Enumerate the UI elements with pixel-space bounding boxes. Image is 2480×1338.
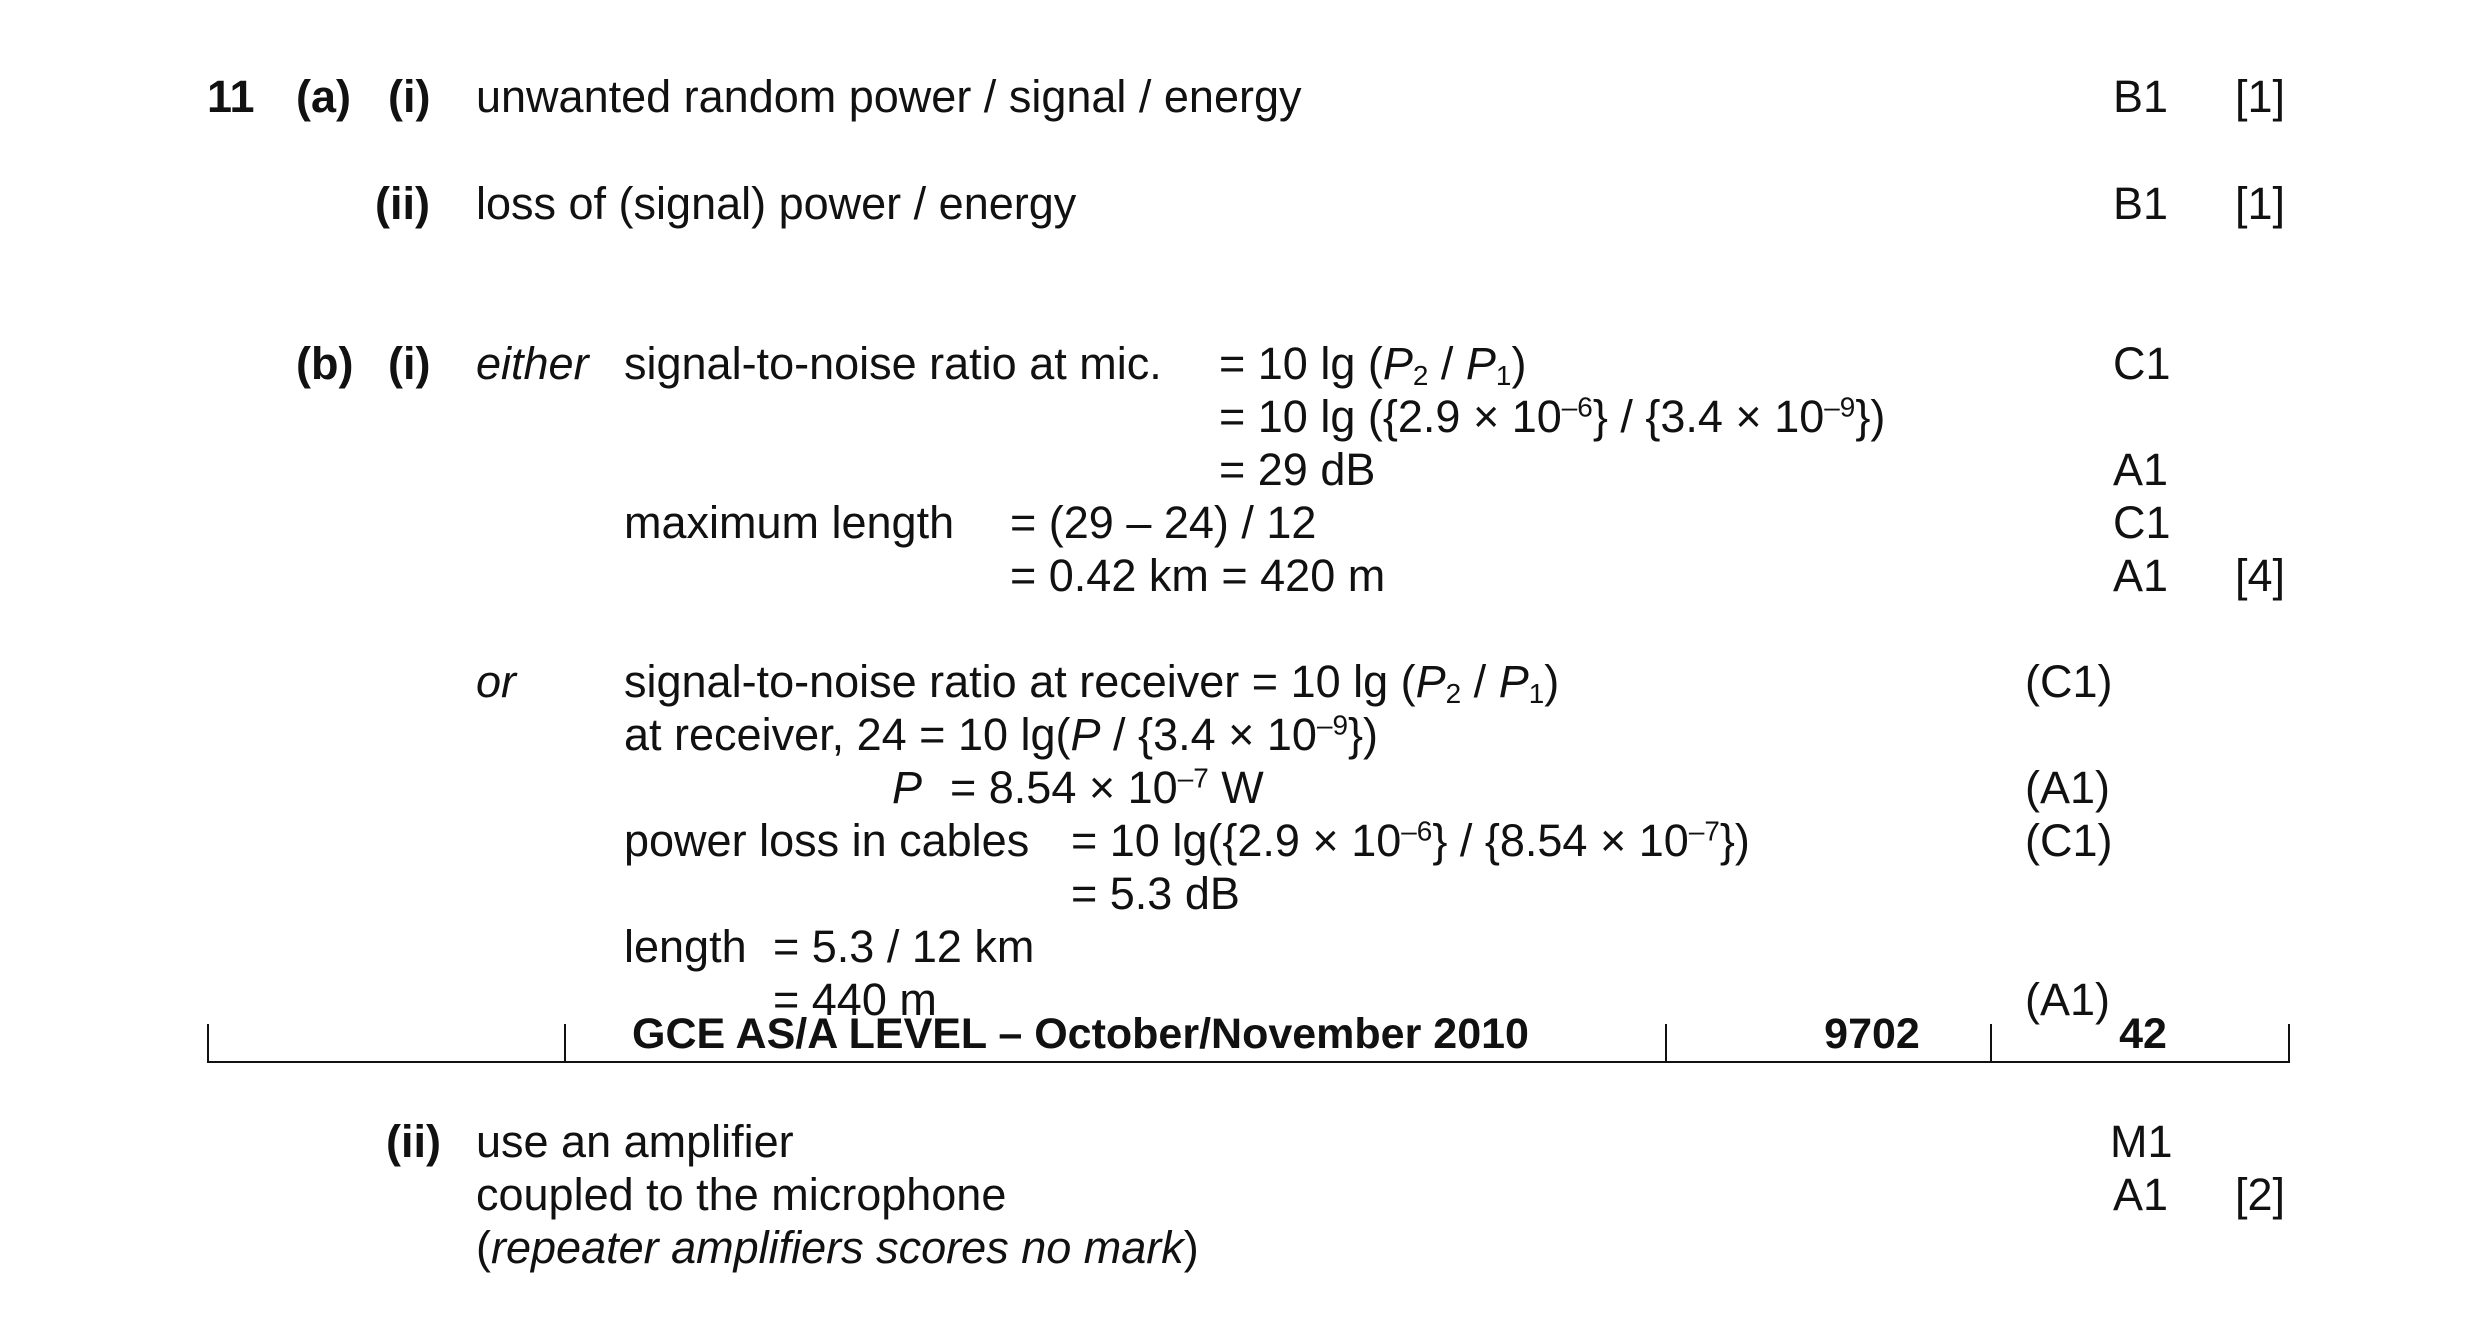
max-length-result-mark: A1: [2113, 550, 2169, 601]
or-label: or: [476, 656, 517, 707]
snr-mic-mark: C1: [2113, 338, 2171, 389]
length-equation: = 5.3 / 12 km: [773, 921, 1035, 972]
length-result: = 440 m: [773, 974, 937, 1025]
part-a-i-label: (i): [388, 71, 431, 122]
part-a-ii-total: [1]: [2235, 178, 2286, 229]
max-length-label: maximum length: [624, 497, 955, 548]
part-a-i-total: [1]: [2235, 71, 2286, 122]
max-length-equation: = (29 – 24) / 12: [1010, 497, 1317, 548]
part-a-ii-label: (ii): [375, 178, 430, 229]
max-length-result: = 0.42 km = 420 m: [1010, 550, 1386, 601]
part-b-i-total: [4]: [2235, 550, 2286, 601]
power-loss-equation: = 10 $\lg(\{2.9 \times 10^{-6}\} / \{8.54 \times 10^{-7}\})$: [1071, 815, 1750, 866]
footer-divider: [1665, 1024, 1667, 1063]
footer-paper: 42: [2119, 1010, 2167, 1058]
power-loss-result: = 5.3 dB: [1071, 868, 1240, 919]
power-loss-mark: (C1): [2025, 815, 2113, 866]
part-a-label: (a): [296, 71, 351, 122]
snr-mic-label: signal-to-noise ratio at mic.: [624, 338, 1162, 389]
part-b-i-label: (i): [388, 338, 431, 389]
footer-divider: [207, 1024, 209, 1063]
snr-mic-substitution: = 10 $\lg (\{2.9 \times 10^{-6}\} / \{3.4 \times 10^{-9}\})$: [1219, 391, 1886, 442]
power-result-mark: (A1): [2025, 762, 2111, 813]
footer-divider: [564, 1024, 566, 1063]
footer-bottom-rule: [207, 1061, 2290, 1063]
receiver-equation: at receiver, 24 = 10 $\lg(P / \{3.4 \times 10^{-9}\})$: [624, 709, 1379, 760]
footer-exam: GCE AS/A LEVEL – October/November 2010: [632, 1010, 1529, 1058]
part-b-ii-line2: coupled to the microphone: [476, 1169, 1007, 1220]
power-symbol: P: [892, 762, 923, 813]
snr-receiver-mark: (C1): [2025, 656, 2113, 707]
part-b-ii-note: (repeater amplifiers scores no mark): [476, 1222, 1199, 1273]
max-length-mark: C1: [2113, 497, 2171, 548]
part-a-ii-mark: B1: [2113, 178, 2169, 229]
part-b-ii-mark1: M1: [2110, 1116, 2173, 1167]
either-label: either: [476, 338, 589, 389]
part-b-ii-label: (ii): [386, 1116, 441, 1167]
part-b-ii-total: [2]: [2235, 1169, 2286, 1220]
part-b-ii-mark2: A1: [2113, 1169, 2169, 1220]
snr-mic-equation: = 10 $\lg (P_2 / P_1)$: [1219, 338, 1527, 392]
power-loss-label: power loss in cables: [624, 815, 1030, 866]
power-result: = $8.54 \times 10^{-7}$ W: [950, 762, 1264, 813]
part-a-i-answer: unwanted random power / signal / energy: [476, 71, 1302, 122]
snr-mic-result-mark: A1: [2113, 444, 2169, 495]
length-result-mark: (A1): [2025, 974, 2111, 1025]
question-number: 11: [207, 71, 255, 122]
footer-divider: [1990, 1024, 1992, 1063]
footer-divider: [2288, 1024, 2290, 1063]
snr-receiver-line: signal-to-noise ratio at receiver = 10 $\lg (P_2 / P_1)$: [624, 656, 1560, 710]
part-b-ii-line1: use an amplifier: [476, 1116, 794, 1167]
part-a-i-mark: B1: [2113, 71, 2169, 122]
part-b-label: (b): [296, 338, 354, 389]
snr-mic-result: = 29 dB: [1219, 444, 1376, 495]
footer-syllabus: 9702: [1824, 1010, 1920, 1058]
part-a-ii-answer: loss of (signal) power / energy: [476, 178, 1077, 229]
length-label: length: [624, 921, 747, 972]
